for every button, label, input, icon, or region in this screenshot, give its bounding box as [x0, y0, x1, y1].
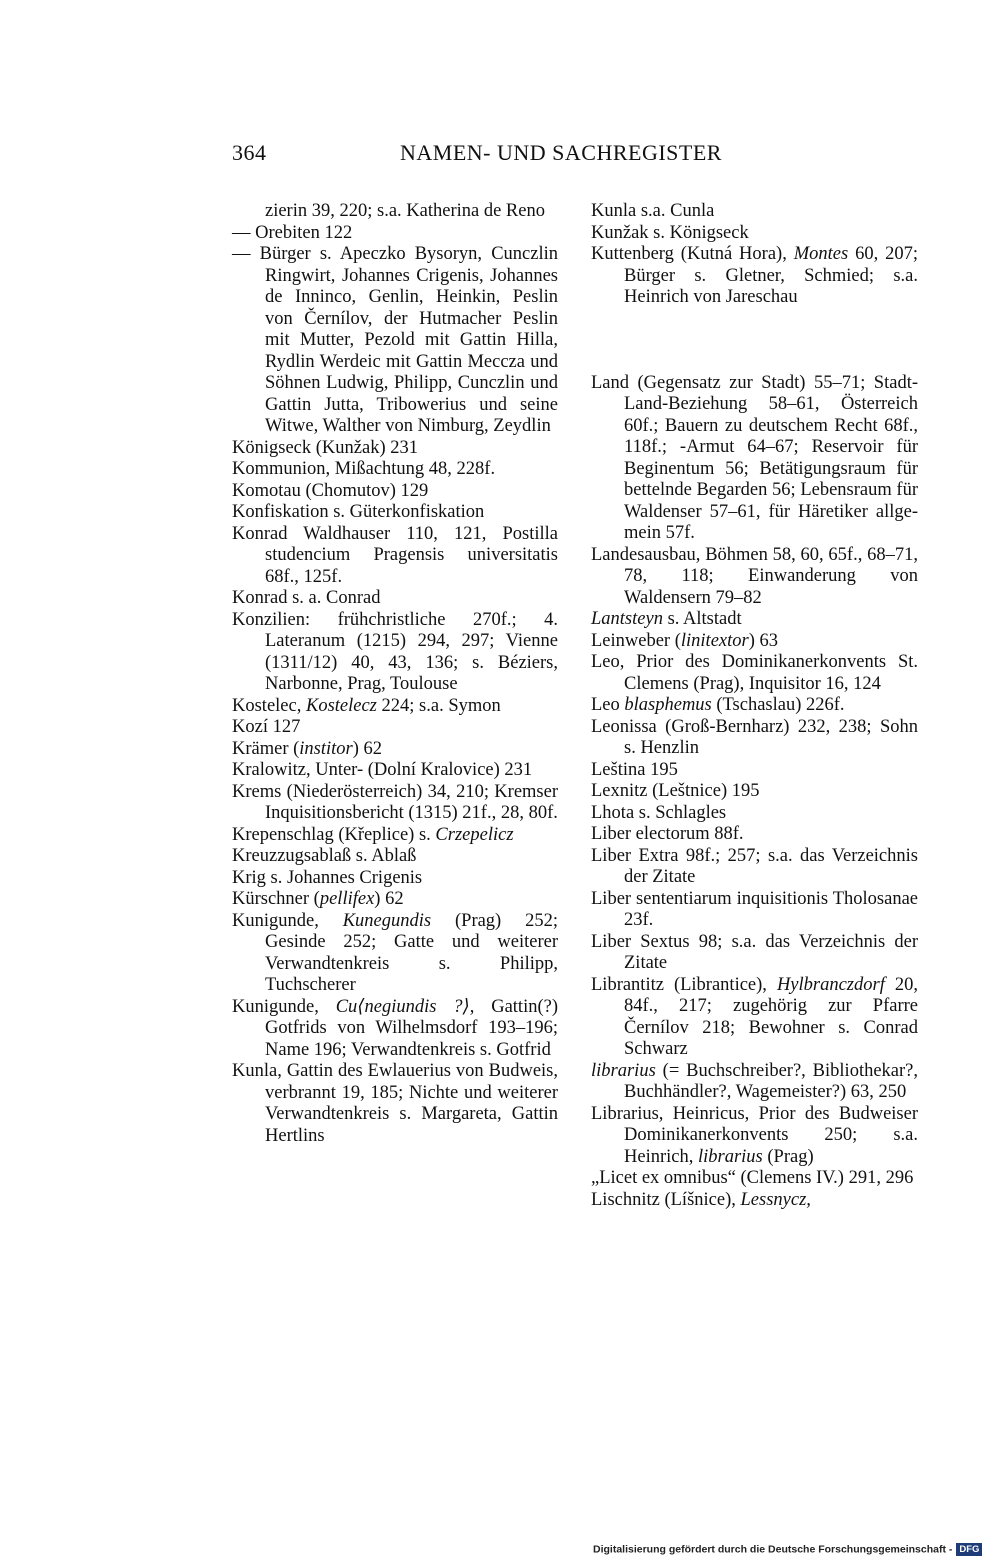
- dfg-logo: DFG: [956, 1543, 982, 1556]
- index-entry: [591, 244, 918, 309]
- entry-text: s. Altstadt: [662, 609, 742, 629]
- entry-text: 20, 84f., 217; zugehörig zur Pfarre Černílov 218; Bewohner s. Conrad Schwarz: [624, 974, 918, 1059]
- index-entry: [591, 631, 918, 653]
- entry-text: Kunigunde,: [232, 910, 343, 931]
- index-entry: Liber sententiarum inquisitionis Tholosanae 23f.: [591, 888, 918, 930]
- index-entry: Kozí 127: [232, 717, 301, 737]
- index-entry: Kommunion, Mißachtung 48, 228f.: [232, 459, 496, 479]
- index-entry: [591, 695, 918, 717]
- entry-text: Kürschner (: [232, 889, 320, 909]
- index-entry: Konfiskation s. Güterkonfiskation: [232, 502, 485, 522]
- section-gap: [591, 309, 918, 373]
- index-entry: Kreuzzugsablaß s. Ablaß: [232, 846, 417, 866]
- index-entry: [232, 825, 558, 847]
- entry-italic-term: Crzepelicz: [435, 824, 514, 845]
- index-entry: Krig s. Johannes Crigenis: [232, 867, 423, 888]
- index-entry: [232, 889, 558, 911]
- entry-italic-term: pellifex: [319, 889, 375, 909]
- entry-italic-term: institor: [299, 738, 353, 759]
- index-entry: Leonissa (Groß-Bernharz) 232, 238; Sohn s. Henzlin: [591, 716, 918, 758]
- index-entry: Liber Sextus 98; s.a. das Verzeichnis der Zitate: [591, 931, 918, 973]
- entry-text: Krämer (: [232, 738, 300, 759]
- index-entry: Leo, Prior des Dominikanerkonvents St. Clemens (Prag), Inquisitor 16, 124: [591, 652, 918, 694]
- index-entry: Komotau (Chomutov) 129: [232, 480, 429, 501]
- entry-italic-term: Montes: [793, 244, 849, 264]
- entry-italic-term: Cu⟨negiundis ?⟩: [335, 996, 470, 1017]
- entry-text: Leinweber (: [591, 630, 681, 651]
- entry-italic-term: Lantsteyn: [591, 609, 663, 629]
- index-entry: [232, 911, 558, 997]
- entry-italic-term: linitextor: [680, 630, 749, 651]
- entry-text: Kostelec,: [232, 695, 306, 716]
- index-entry: Leština 195: [591, 759, 678, 780]
- entry-text: Librarius, Heinricus, Prior des Budweiser Dominikanerkonvents 250; s.a. Heinrich,: [591, 1103, 918, 1167]
- index-entry: [591, 1190, 918, 1212]
- entry-italic-term: Hylbranczdorf: [776, 974, 885, 995]
- index-entry: [591, 609, 918, 631]
- index-block-l: [591, 373, 918, 1212]
- index-entry: — Orebiten 122: [232, 222, 353, 243]
- index-entry: [591, 1061, 918, 1104]
- footer-text: Digitalisierung gefördert durch die Deutsche Forschungsgemeinschaft -: [593, 1543, 953, 1556]
- index-entry: Kunžak s. Königseck: [591, 222, 749, 243]
- entry-text: Kunigunde,: [232, 996, 336, 1017]
- entry-text: (Prag): [762, 1146, 814, 1167]
- entry-text: , Gattin(?) Gotfrids von Wilhelmsdorf 193–196; Name 196; Verwandtenkreis s. Gotfrid: [265, 996, 558, 1060]
- index-column-right: [591, 201, 918, 1211]
- entry-text: Kuttenberg (Kutná Hora),: [591, 244, 794, 264]
- index-entry: Konrad Waldhauser 110, 121, Postilla studencium Pragensis universitatis 68f., 125f.: [232, 523, 558, 587]
- entry-italic-term: blasphemus: [624, 695, 712, 715]
- index-entry: [232, 696, 558, 718]
- entry-text: ) 62: [374, 889, 404, 909]
- entry-text: ) 62: [352, 738, 383, 759]
- index-entry: Land (Gegensatz zur Stadt) 55–71; Stadt-Land-Beziehung 58–61, Österreich 60f.; Bauern zu deutschem Recht 68f., 118f.; -Armut 64–67; Reservoir für Beginentum 56; Betätigungsraum für bettelnde Begarden 56; Lebensraum für Waldenser 57–61, für Häretiker allgemein 57f.: [591, 372, 918, 543]
- entry-text: Krepenschlag (Křeplice) s.: [232, 824, 436, 845]
- index-entry: Kunla s.a. Cunla: [591, 201, 715, 221]
- entry-italic-term: librarius: [591, 1060, 656, 1081]
- page-header: [232, 140, 747, 170]
- entry-text: ) 63: [748, 630, 779, 651]
- index-entry: Königseck (Kunžak) 231: [232, 437, 418, 458]
- index-entry: Liber electorum 88f.: [591, 824, 744, 844]
- index-entry: [232, 739, 558, 761]
- index-entry: Lhota s. Schlagles: [591, 802, 727, 823]
- entry-text: (Tschaslau) 226f.: [711, 695, 845, 715]
- index-entry: Liber Extra 98f.; 257; s.a. das Verzeichnis der Zitate: [591, 845, 918, 887]
- index-entry: [591, 975, 918, 1061]
- index-entry: [232, 997, 558, 1062]
- index-entry: — Bürger s. Apeczko Bysoryn, Cunczlin Ringwirt, Johannes Crigenis, Johannes de Inninco, Genlin, Heinkin, Peslin von Černílov, der Hutmacher Peslin mit Mutter, Pezold mit Gattin Hilla, Rydlin Werdeic mit Gattin Meccza und Söhnen Ludwig, Philipp, Cunczlin und Gattin Jutta, Tribowerius und seine Witwe, Walther von Nimburg, Zeydlin: [232, 244, 558, 436]
- index-entry: zierin 39, 220; s.a. Katherina de Reno: [265, 201, 545, 221]
- entry-text: (Prag) 252; Gesinde 252; Gatte und weiterer Verwandtenkreis s. Philipp, Tuchscherer: [265, 910, 558, 995]
- index-entry: Konrad s. a. Conrad: [232, 588, 381, 608]
- index-column-left: [232, 201, 558, 1147]
- entry-italic-term: Kunegundis: [342, 910, 432, 931]
- index-entry: [591, 1104, 918, 1169]
- entry-text: (= Buchschreiber?, Bibliothekar?, Buchhändler?, Wagemeister?) 63, 250: [624, 1060, 918, 1102]
- page-title: NAMEN- UND SACHREGISTER: [400, 140, 722, 165]
- index-block-k: [591, 201, 918, 309]
- index-entry: „Licet ex omnibus“ (Clemens IV.) 291, 296: [591, 1168, 914, 1188]
- index-entry: Landesausbau, Böhmen 58, 60, 65f., 68–71, 78, 118; Einwanderung von Waldensern 79–82: [591, 544, 918, 608]
- footer-credit: [593, 1543, 982, 1556]
- entry-italic-term: Lessnycz,: [740, 1189, 811, 1210]
- index-entry: Krems (Niederösterreich) 34, 210; Kremser Inquisitionsbericht (1315) 21f., 28, 80f.: [232, 781, 558, 823]
- index-entry: Kralowitz, Unter- (Dolní Kralovice) 231: [232, 760, 533, 780]
- index-entry: Lexnitz (Leštnice) 195: [591, 781, 760, 801]
- index-entry: Konzilien: frühchristliche 270f.; 4. Lateranum (1215) 294, 297; Vienne (1311/12) 40, 43, 136; s. Béziers, Narbonne, Prag, Toulouse: [232, 609, 558, 694]
- entry-text: 60, 207; Bürger s. Gletner, Schmied; s.a. Heinrich von Jareschau: [624, 244, 918, 307]
- entry-text: Librantitz (Librantice),: [591, 974, 777, 995]
- entry-italic-term: librarius: [697, 1146, 763, 1167]
- entry-italic-term: Kostelecz: [305, 695, 377, 716]
- entry-text: 224; s.a. Symon: [376, 695, 501, 716]
- entry-text: Lischnitz (Líšnice),: [591, 1189, 741, 1210]
- entry-text: Leo: [591, 695, 625, 715]
- page-number: 364: [232, 140, 267, 165]
- index-entry: Kunla, Gattin des Ewlauerius von Budweis, verbrannt 19, 185; Nichte und weiterer Verwandtenkreis s. Margareta, Gattin Hertlins: [232, 1061, 558, 1146]
